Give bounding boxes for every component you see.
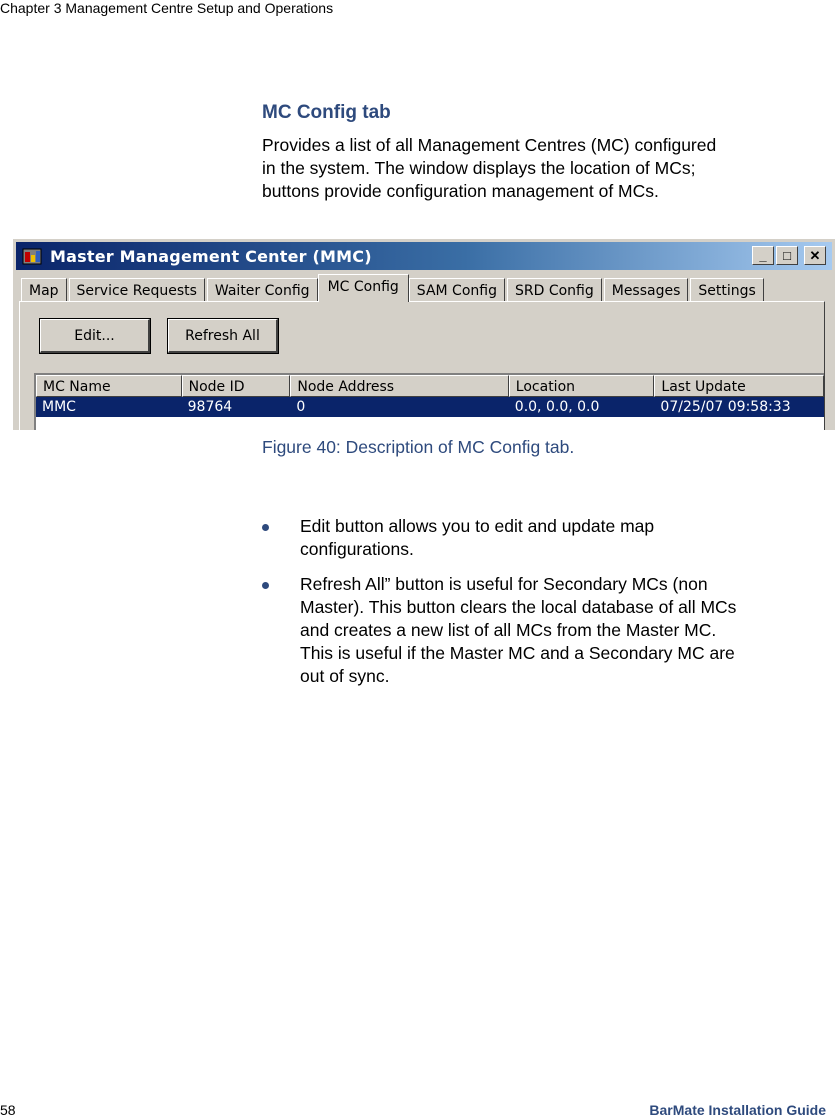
column-header-node-id[interactable]: Node ID xyxy=(182,375,291,397)
mc-config-panel xyxy=(19,301,825,430)
figure-caption: Figure 40: Description of MC Config tab. xyxy=(262,437,575,457)
intro-line: Provides a list of all Management Centres (MC) configured xyxy=(262,135,717,155)
tab-strip xyxy=(21,274,766,302)
edit-button[interactable]: Edit... xyxy=(40,319,150,353)
mmc-window-screenshot xyxy=(12,238,835,430)
column-header-location[interactable]: Location xyxy=(509,375,655,397)
bullet-line: configurations. xyxy=(300,539,414,559)
intro-line: buttons provide configuration management of MCs. xyxy=(262,181,659,201)
running-header: Chapter 3 Management Centre Setup and Operations xyxy=(0,0,334,16)
tab-sam-config[interactable]: SAM Config xyxy=(409,278,505,302)
list-item xyxy=(262,515,827,561)
column-header-mc-name[interactable]: MC Name xyxy=(36,375,182,397)
cell-node-id: 98764 xyxy=(187,399,233,415)
window-controls xyxy=(752,246,826,265)
mc-list[interactable] xyxy=(34,373,824,430)
tab-service-requests[interactable]: Service Requests xyxy=(69,278,205,302)
close-button[interactable]: ✕ xyxy=(804,246,826,265)
section-title: MC Config tab xyxy=(262,102,391,123)
maximize-button[interactable]: □ xyxy=(776,246,798,265)
tab-messages[interactable]: Messages xyxy=(604,278,689,302)
list-item xyxy=(262,573,827,688)
app-icon xyxy=(22,246,42,266)
refresh-all-button[interactable]: Refresh All xyxy=(168,319,278,353)
minimize-button[interactable]: _ xyxy=(752,246,774,265)
cell-last-update: 07/25/07 09:58:33 xyxy=(660,399,791,415)
window-title: Master Management Center (MMC) xyxy=(50,246,372,266)
footer-guide-title: BarMate Installation Guide xyxy=(649,1102,826,1118)
intro-line: in the system. The window displays the location of MCs; xyxy=(262,158,696,178)
cell-mc-name: MMC xyxy=(42,399,76,415)
bullet-line: This is useful if the Master MC and a Secondary MC are xyxy=(300,643,735,663)
bullet-line: out of sync. xyxy=(300,666,390,686)
list-header xyxy=(36,375,824,397)
bullet-line: Master). This button clears the local database of all MCs xyxy=(300,597,737,617)
cell-location: 0.0, 0.0, 0.0 xyxy=(514,399,600,415)
tab-settings[interactable]: Settings xyxy=(690,278,763,302)
cell-node-address: 0 xyxy=(296,399,306,415)
bullet-list xyxy=(262,515,827,700)
window-titlebar xyxy=(16,242,832,270)
intro-paragraph xyxy=(262,134,822,203)
tab-map[interactable]: Map xyxy=(21,278,67,302)
page-number: 58 xyxy=(0,1102,16,1118)
bullet-line: and creates a new list of all MCs from the Master MC. xyxy=(300,620,717,640)
column-header-last-update[interactable]: Last Update xyxy=(654,375,824,397)
bullet-line: Edit button allows you to edit and update map xyxy=(300,516,655,536)
bullet-icon xyxy=(262,582,269,589)
tab-mc-config[interactable]: MC Config xyxy=(318,274,409,302)
column-header-node-address[interactable]: Node Address xyxy=(290,375,508,397)
bullet-icon xyxy=(262,524,269,531)
tab-srd-config[interactable]: SRD Config xyxy=(507,278,602,302)
tab-waiter-config[interactable]: Waiter Config xyxy=(207,278,318,302)
bullet-line: Refresh All” button is useful for Secondary MCs (non xyxy=(300,574,708,594)
table-row[interactable] xyxy=(36,397,824,417)
